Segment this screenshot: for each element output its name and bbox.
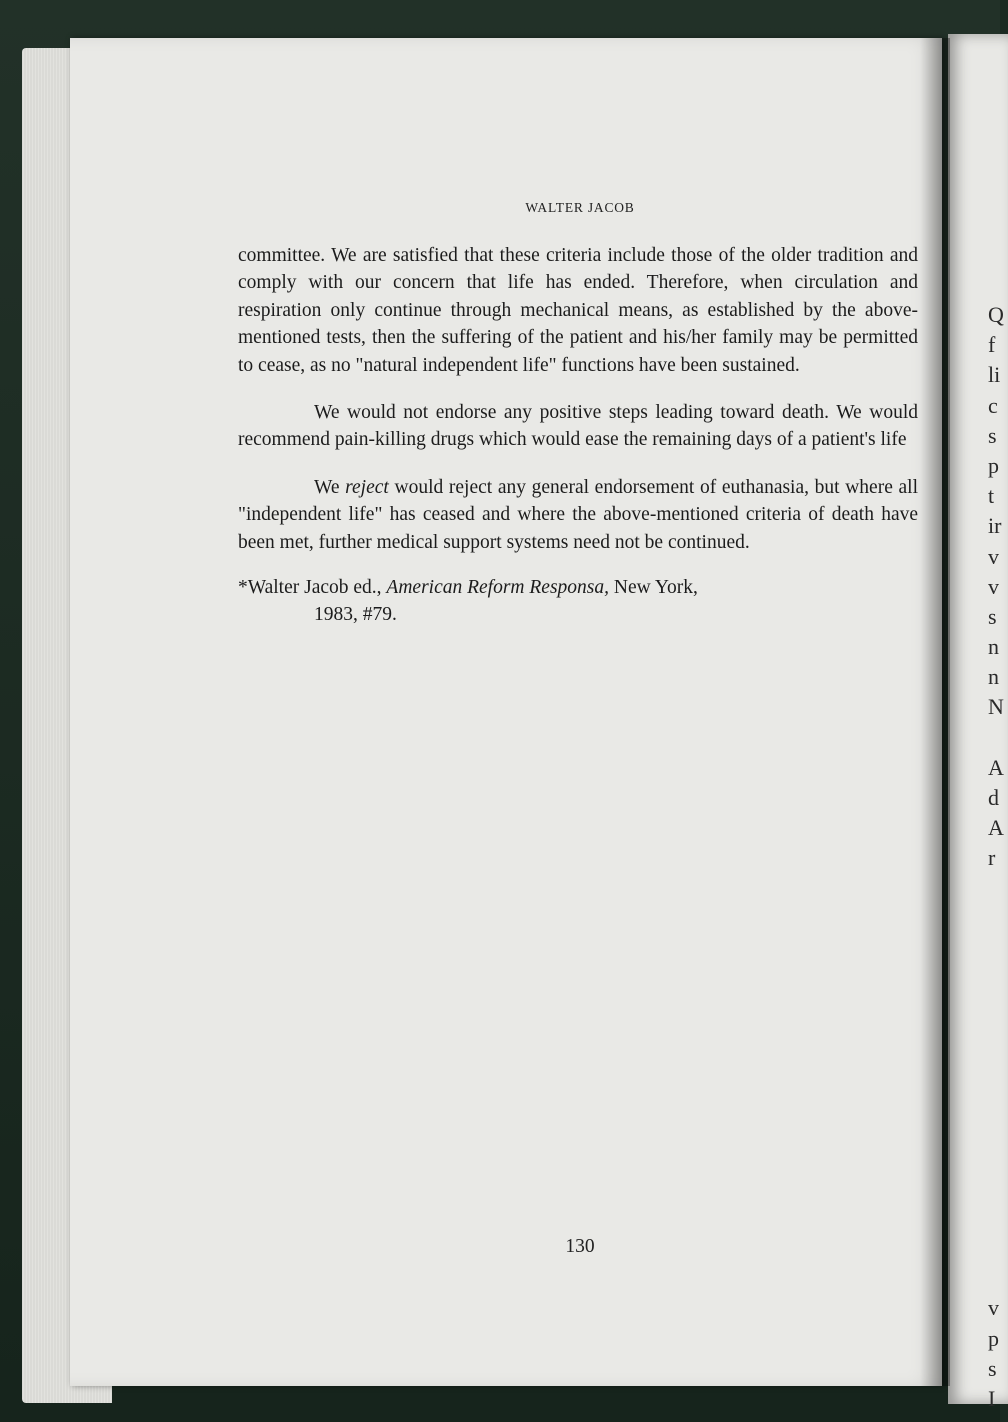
paragraph-1: committee. We are satisfied that these criteria include those of the older tradition and comply with our concern that life has ended. Therefore, when circulation and respiration only continue through mechanical means, as established by the above-mentioned tests, then the suffering of the patient and his/her family may be permitted to cease, as no "natural independent life" functions have been sustained.	[238, 245, 918, 376]
emphasis-reject: reject	[345, 476, 389, 498]
facing-letter: ir	[988, 513, 1002, 539]
facing-letter: A	[988, 754, 1004, 780]
facing-letter: v	[988, 1295, 999, 1321]
facing-letter: s	[988, 1355, 997, 1381]
facing-letter: I	[988, 1385, 996, 1411]
citation	[238, 574, 918, 629]
facing-letter: s	[988, 422, 997, 448]
book-page	[70, 38, 942, 1386]
body-text	[238, 242, 918, 629]
facing-letter: r	[988, 845, 996, 871]
facing-letter: v	[988, 543, 999, 569]
page-number: 130	[565, 1236, 595, 1257]
facing-letter: d	[988, 784, 999, 810]
paragraph-3-lead: We	[314, 476, 340, 498]
facing-page-letters	[988, 300, 1008, 1414]
facing-letter: li	[988, 362, 1001, 388]
citation-title: American Reform Responsa,	[386, 577, 610, 599]
citation-line-2: 1983, #79.	[314, 604, 397, 626]
paragraph-2: We would not endorse any positive steps leading toward death. We would recommend pain-killing drugs which would ease the remaining days of a patient's life	[238, 402, 918, 451]
facing-letter: c	[988, 392, 998, 418]
running-head: WALTER JACOB	[525, 200, 635, 215]
paragraph-3	[238, 474, 918, 556]
facing-letter: v	[988, 573, 999, 599]
paragraph-3-body: would reject any general endorsement of euthanasia, but where all "independent life" has ceased and where the above-mentioned criteria of death have been met, further medical support systems need not be continued.	[238, 476, 919, 553]
facing-letter: f	[988, 332, 996, 358]
facing-letter: N	[988, 694, 1004, 720]
facing-letter: p	[988, 452, 999, 478]
citation-prefix: *Walter Jacob ed.,	[238, 577, 382, 599]
facing-letter: s	[988, 603, 997, 629]
citation-suffix: New York,	[613, 577, 698, 599]
facing-letter: Q	[988, 302, 1004, 327]
facing-letter: p	[988, 1325, 999, 1351]
facing-letter: A	[988, 815, 1004, 840]
facing-letter: n	[988, 664, 999, 690]
facing-letter: n	[988, 634, 999, 660]
gutter-shadow	[920, 38, 950, 1386]
facing-letter: t	[988, 483, 995, 509]
